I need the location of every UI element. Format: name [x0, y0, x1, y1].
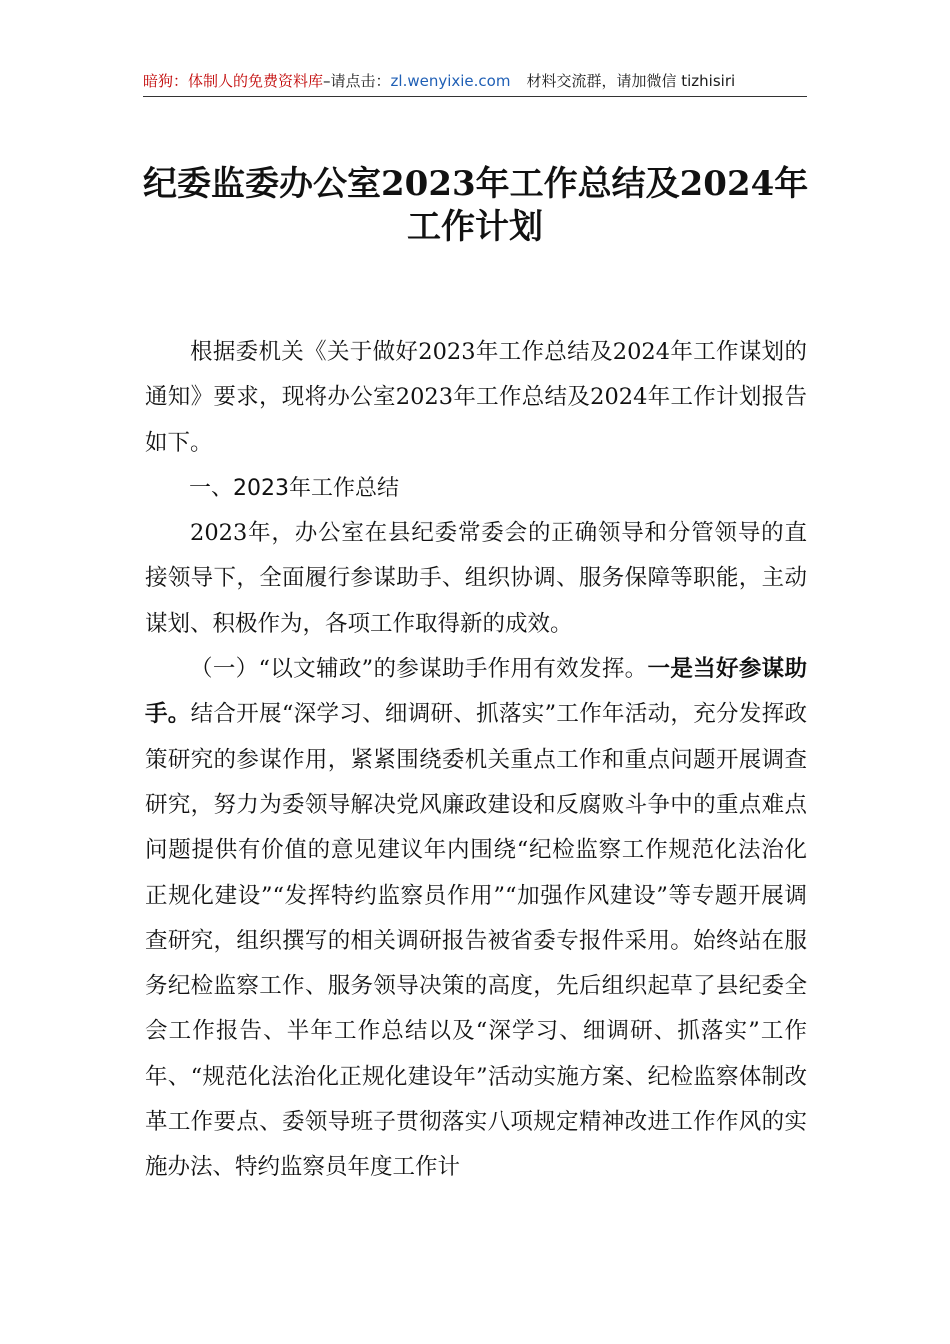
section1-intro-paragraph: 2023年，办公室在县纪委常委会的正确领导和分管领导的直接领导下，全面履行参谋助手、组织协调、服务保障等职能，主动谋划、积极作为，各项工作取得新的成效。 [145, 520, 807, 637]
document-title-line1: 纪委监委办公室2023年工作总结及2024年 [143, 164, 809, 204]
intro-paragraph: 根据委机关《关于做好2023年工作总结及2024年工作谋划的通知》要求，现将办公室2023年工作总结及2024年工作计划报告如下。 [145, 339, 807, 456]
header-url-link[interactable]: zl.wenyixie.com [390, 72, 511, 90]
header-click-text: –请点击： [323, 72, 391, 90]
sub1-point1-heading: 一是当好参谋助手。 [145, 656, 807, 728]
sub1-point1-text: 结合开展“深学习、细调研、抓落实”工作年活动，充分发挥政策研究的参谋作用，紧紧围绕委机关重点工作和重点问题开展调查研究，努力为委领导解决党风廉政建设和反腐败斗争中的重点难点问题提供有价值的意见建议年内围绕“纪检监察工作规范化法治化正规化建设”“发挥特约监察员作用”“加强作风建设”等专题开展调查研究，组织撰写的相关调研报告被省委专报件采用。始终站在服务纪检监察工作、服务领导决策的高度，先后组织起草了县纪委全会工作报告、半年工作总结以及“深学习、细调研、抓落实”工作年、“规范化法治化正规化建设年”活动实施方案、纪检监察体制改革工作要点、委领导班子贯彻落实八项规定精神改进工作作风的实施办法、特约监察员年度工作计 [145, 701, 807, 1181]
document-body [145, 330, 807, 1191]
page-header [143, 70, 807, 97]
sub1-heading: （一）“以文辅政”的参谋助手作用有效发挥。 [190, 656, 648, 683]
document-title-line2: 工作计划 [407, 207, 543, 247]
sub1-paragraph [145, 647, 807, 1191]
header-brand: 暗狗：体制人的免费资料库 [143, 72, 324, 90]
header-wechat-text: 材料交流群，请加微信 tizhisiri [526, 72, 736, 90]
section1-heading: 一、2023年工作总结 [189, 475, 399, 501]
